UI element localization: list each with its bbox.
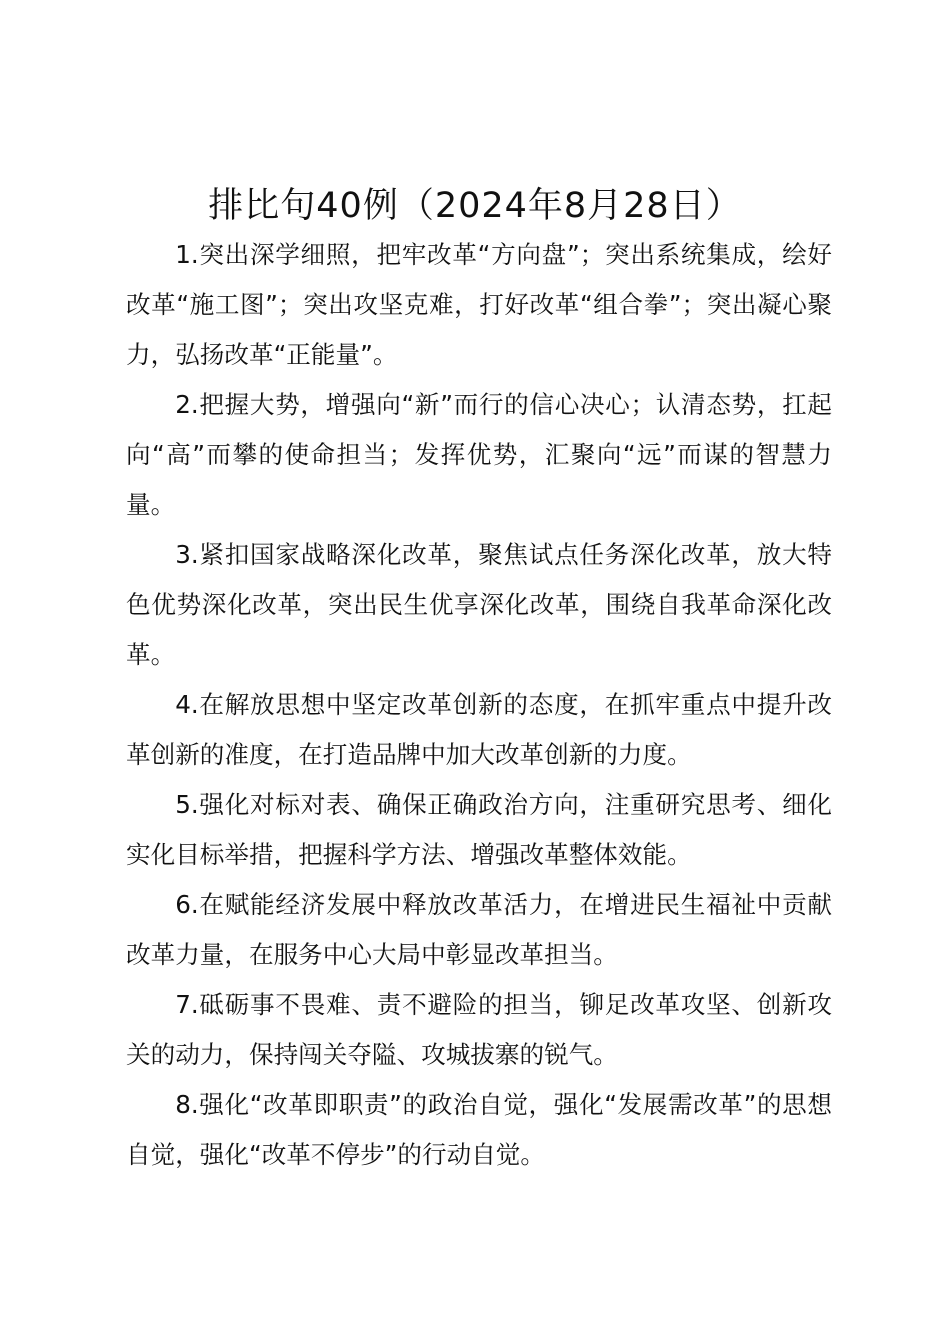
document-title: 排比句40例（2024年8月28日） — [208, 186, 742, 226]
paragraph-4: 4.在解放思想中坚定改革创新的态度，在抓牢重点中提升改革创新的准度，在打造品牌中加大改革创新的力度。 — [126, 690, 832, 769]
document-body — [126, 230, 832, 1180]
paragraph-6: 6.在赋能经济发展中释放改革活力，在增进民生福祉中贡献改革力量，在服务中心大局中彰显改革担当。 — [126, 890, 832, 969]
paragraph-5: 5.强化对标对表、确保正确政治方向，注重研究思考、细化实化目标举措，把握科学方法、增强改革整体效能。 — [126, 790, 832, 869]
paragraph-3: 3.紧扣国家战略深化改革，聚焦试点任务深化改革，放大特色优势深化改革，突出民生优享深化改革，围绕自我革命深化改革。 — [126, 540, 832, 669]
paragraph-1: 1.突出深学细照，把牢改革“方向盘”；突出系统集成，绘好改革“施工图”；突出攻坚克难，打好改革“组合拳”；突出凝心聚力，弘扬改革“正能量”。 — [126, 240, 832, 369]
paragraph-8: 8.强化“改革即职责”的政治自觉，强化“发展需改革”的思想自觉，强化“改革不停步”的行动自觉。 — [126, 1090, 832, 1169]
paragraph-2: 2.把握大势，增强向“新”而行的信心决心；认清态势，扛起向“高”而攀的使命担当；发挥优势，汇聚向“远”而谋的智慧力量。 — [126, 390, 832, 519]
paragraph-7: 7.砥砺事不畏难、责不避险的担当，铆足改革攻坚、创新攻关的动力，保持闯关夺隘、攻城拔寨的锐气。 — [126, 990, 832, 1069]
